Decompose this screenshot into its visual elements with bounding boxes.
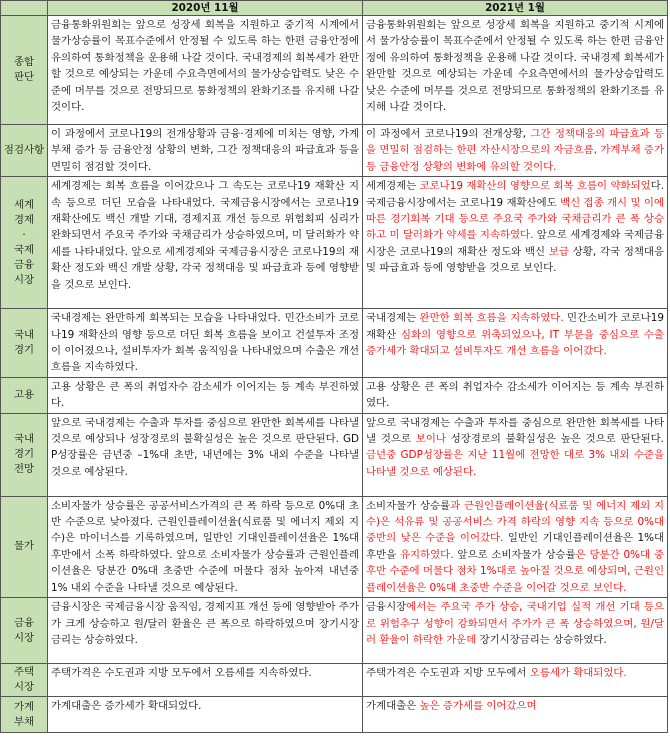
changed-text: 완만한 회복 흐름을 지속하였다. xyxy=(419,312,564,325)
row-label xyxy=(1,125,48,177)
cell-text: 소비자물가 상승률은 공공서비스가격의 큰 폭 하락 등으로 0%대 초반 수준으로 낮아졌다. 근원인플레이션율(식료품 및 에너지 제외 지수)은 마이너스를 기록하였으며, 일반인 기대인플레이션율은 1%대 후반에서 소폭 하락하였다. 앞으로 소비자물가 상승률과 근원인플레이션율은 당분간 0%대 초중반 수준에 머물다 점차 높아져 내년중 1% 내외 수준을 나타낼 것으로 예상된다. xyxy=(51,499,359,594)
table-row xyxy=(1,16,668,125)
changed-text: 심화의 영향으로 위축되었으나, IT 부문을 중심으로 수출 증가세가 확대되고 설비투자도 개선 흐름을 이어갔다. xyxy=(366,328,664,358)
cell-text: 다. 국제금융시장에서는 코로나19 재확산에도 xyxy=(366,180,664,209)
cell-text: 세계경제는 xyxy=(366,180,420,193)
table-body xyxy=(1,16,668,733)
changed-text: 유지하였다. xyxy=(400,548,454,561)
changed-text: 오름세가 확대되었다. xyxy=(529,667,627,680)
table-row xyxy=(1,177,668,309)
cell-2020-nov xyxy=(48,413,363,496)
cell-text: 가계대출은 증가세가 확대되었다. xyxy=(51,700,202,713)
row-label-line: 경제 xyxy=(13,213,35,226)
row-label-line: 주택 xyxy=(13,666,35,679)
cell-2021-jan xyxy=(363,309,668,378)
table-row xyxy=(1,697,668,733)
changed-text: 에서는 주요국 주가 상승, 국내기업 실적 개선 기대 등으로 위험추구 성향이 강화되면서 주가가 큰 폭 상승하였으며, 원/달러 환율이 하락한 가운데 xyxy=(366,601,664,646)
row-label xyxy=(1,664,48,697)
cell-text: 이 과정에서 코로나19의 전개상황, xyxy=(366,128,531,140)
row-label-line: 시장 xyxy=(13,681,35,694)
cell-text: 앞으로 국내경제는 수출과 투자를 중심으로 완만한 회복세를 나타낼 것으로 xyxy=(366,416,664,446)
row-label-line: 부채 xyxy=(13,715,35,728)
cell-text: 금융시장은 국제금융시장 움직임, 경제지표 개선 등에 영향받아 주가가 크게 상승하고 원/달러 환율은 큰 폭으로 하락하였으며 장기시장금리는 상승하였다. xyxy=(51,601,359,646)
table-row xyxy=(1,125,668,177)
row-label xyxy=(1,177,48,309)
row-label-line: 세계 xyxy=(13,198,35,211)
cell-2020-nov xyxy=(48,125,363,177)
cell-2020-nov xyxy=(48,177,363,309)
changed-text: 보이나 xyxy=(415,433,446,446)
table-row xyxy=(1,377,668,413)
row-label-line: 종합 xyxy=(13,56,35,68)
row-label-line: 금융 xyxy=(13,258,35,271)
cell-text: 고용 상황은 큰 폭의 취업자수 감소세가 이어지는 등 계속 부진하였다. xyxy=(366,380,664,410)
cell-text: 이 과정에서 코로나19의 전개상황과 금융·경제에 미치는 영향, 가계부채 증가 등 금융안정 상황의 변화, 그간 정책대응의 파급효과 등을 면밀히 점검할 것이다. xyxy=(51,128,359,173)
changed-text: 백신 접종 개시 및 이에 따른 경기회복 기대 등으로 주요국 주가와 국채금리가 큰 폭 상승하고 미 달러화가 약세를 지속하였다. xyxy=(366,196,665,242)
changed-text: 높은 증가세를 이어갔으며 xyxy=(419,700,537,713)
table-row xyxy=(1,413,668,496)
cell-text: 금융통화위원회는 앞으로 성장세 회복을 지원하고 중기적 시계에서 물가상승률이 목표수준에서 안정될 수 있도록 하는 한편 금융안정에 유의하여 통화정책을 운용해 나갈 것이다. 국내경제의 회복세가 완만할 것으로 예상되는 가운데 수요측면에서의 물가상승압력도 낮은 수준에 머무를 것으로 전망되므로 통화정책의 완화기조를 유지해 나갈 것이다. xyxy=(51,19,359,114)
row-label xyxy=(1,598,48,664)
cell-2020-nov xyxy=(48,664,363,697)
row-label-line: 판단 xyxy=(13,71,35,83)
header-2020-nov: 2020년 11월 xyxy=(48,1,363,16)
changed-text: 보급 xyxy=(548,245,569,258)
cell-2021-jan xyxy=(363,16,668,125)
cell-2020-nov xyxy=(48,496,363,597)
changed-text: 과 근원인플레이션율(식료품 및 에너지 제외 지수)은 석유류 및 공공서비스 가격 하락의 영향 지속 등으로 0%대 중반의 낮은 수준을 이어갔다. xyxy=(366,499,664,545)
cell-2020-nov xyxy=(48,377,363,413)
row-label-line: 점검사항 xyxy=(3,144,45,157)
cell-text: 세계경제는 회복 흐름을 이어갔으나 그 속도는 코로나19 재확산 지속 등으로 더딘 모습을 나타내었다. 국제금융시장에서는 코로나19 재확산에도 백신 개발 기대, 경제지표 개선 등으로 위험회피 심리가 완화되면서 주요국 주가와 국채금리가 상승하였으며, 미 달러화가 약세를 나타내었다. 앞으로 세계경제와 국제금융시장은 코로나19의 재확산 정도와 백신 개발 상황, 각국 정책대응 및 파급효과 등에 영향받을 것으로 보인다. xyxy=(51,180,359,291)
row-label xyxy=(1,377,48,413)
row-label-line: 국내 xyxy=(13,329,35,342)
cell-text: 주택가격은 수도권과 지방 모두에서 오름세를 지속하였다. xyxy=(51,667,312,680)
cell-2021-jan xyxy=(363,496,668,597)
table-row xyxy=(1,598,668,664)
cell-text: 국내경제는 xyxy=(366,312,420,325)
cell-2021-jan xyxy=(363,598,668,664)
row-label xyxy=(1,413,48,496)
cell-text: 금융시장 xyxy=(366,601,407,614)
row-label-line: 전망 xyxy=(13,463,35,476)
row-label-line: 경기 xyxy=(13,344,35,357)
header-2021-jan: 2021년 1월 xyxy=(363,1,668,16)
cell-text: 일반인 기대인플레이션율은 1%대 후반을 xyxy=(366,532,664,561)
cell-2021-jan xyxy=(363,377,668,413)
row-label xyxy=(1,16,48,125)
header-row xyxy=(1,1,668,16)
cell-text: 주택가격은 수도권과 지방 모두에서 xyxy=(366,667,530,680)
cell-2021-jan xyxy=(363,413,668,496)
cell-2020-nov xyxy=(48,598,363,664)
changed-text: 금년중 GDP성장률은 지난 11월에 전망한 대로 3% 내외 수준을 나타낼 것으로 예상된다. xyxy=(366,449,664,478)
cell-text: 앞으로 소비자물가 상승률 xyxy=(453,548,576,561)
row-label-line: 가계 xyxy=(13,700,35,713)
cell-2020-nov xyxy=(48,16,363,125)
cell-2020-nov xyxy=(48,697,363,733)
cell-text: 소비자물가 상승률 xyxy=(366,499,451,512)
cell-text: 금융통화위원회는 앞으로 성장세 회복을 지원하고 중기적 시계에서 물가상승률이 목표수준에서 안정될 수 있도록 하는 한편 금융안정에 유의하여 통화정책을 운용해 나갈 것이다. 국내경제 회복세가 완만할 것으로 예상되는 가운데 수요측면에서의 물가상승압력도 낮은 수준에 머무를 것으로 전망되므로 통화정책의 완화기조를 유지해 나갈 것이다. xyxy=(366,19,664,114)
cell-2021-jan xyxy=(363,664,668,697)
changed-text: 코로나19 재확산의 영향으로 회복 흐름이 약화되었 xyxy=(419,180,651,193)
cell-text: 성장경로의 불확실성은 높은 것으로 판단된다. xyxy=(445,433,664,446)
cell-text: 민간소비가 코로나19 재확산 xyxy=(366,312,664,341)
cell-2020-nov xyxy=(48,309,363,378)
cell-2021-jan xyxy=(363,697,668,733)
table-row xyxy=(1,664,668,697)
cell-text: 국내경제는 완만하게 회복되는 모습을 나타내었다. 민간소비가 코로나19 재확산의 영향 등으로 더딘 회복 흐름을 보이고 건설투자 조정이 이어졌으나, 설비투자가 회복 움직임을 나타내었으며 수출은 개선 흐름을 지속하였다. xyxy=(51,312,359,374)
row-label-line: · xyxy=(22,228,26,241)
row-label xyxy=(1,309,48,378)
cell-text: 장기시장금리는 상승하였다. xyxy=(476,633,607,646)
row-label-line: 물가 xyxy=(13,540,35,553)
cell-2021-jan xyxy=(363,125,668,177)
cell-text: 상황, 각국 정책대응 및 파급효과 등에 영향받을 것으로 보인다. xyxy=(366,245,665,275)
row-label-line: 국내 xyxy=(13,433,35,446)
table-row xyxy=(1,496,668,597)
row-label-line: 경기 xyxy=(13,448,35,461)
cell-text: 가계대출은 xyxy=(366,700,420,713)
changed-text: 그간 정책대응의 파급효과 등을 면밀히 점검하는 한편 자산시장으로의 자금흐름, 가계부채 증가 등 금융안정 상황의 변화에 유의할 것이다. xyxy=(366,128,664,173)
row-label-line: 국제 xyxy=(13,243,35,256)
row-label xyxy=(1,697,48,733)
row-label-line: 고용 xyxy=(13,388,35,401)
row-label-line: 금융 xyxy=(13,616,35,629)
cell-text: 앞으로 세계경제와 국제금융시장은 코로나19의 재확산 정도와 백신 xyxy=(366,229,665,258)
row-label-line: 시장 xyxy=(13,631,35,644)
row-label xyxy=(1,496,48,597)
changed-text: 은 당분간 0%대 중후반 수준에 머물다 점차 1%대로 높아질 것으로 예상되며, 근원인플레이션율은 0%대 초중반 수준을 이어갈 것으로 보인다. xyxy=(366,548,664,594)
header-corner xyxy=(1,1,48,16)
row-label-line: 시장 xyxy=(13,273,35,286)
cell-text: 앞으로 국내경제는 수출과 투자를 중심으로 완만한 회복세를 나타낼 것으로 예상되나 성장경로의 불확실성은 높은 것으로 판단된다. GDP성장률은 금년중 –1%대 초반, 내년에는 3% 내외 수준을 나타낼 것으로 예상된다. xyxy=(51,416,359,478)
cell-text: 고용 상황은 큰 폭의 취업자수 감소세가 이어지는 등 계속 부진하였다. xyxy=(51,380,359,410)
table-row xyxy=(1,309,668,378)
cell-2021-jan xyxy=(363,177,668,309)
